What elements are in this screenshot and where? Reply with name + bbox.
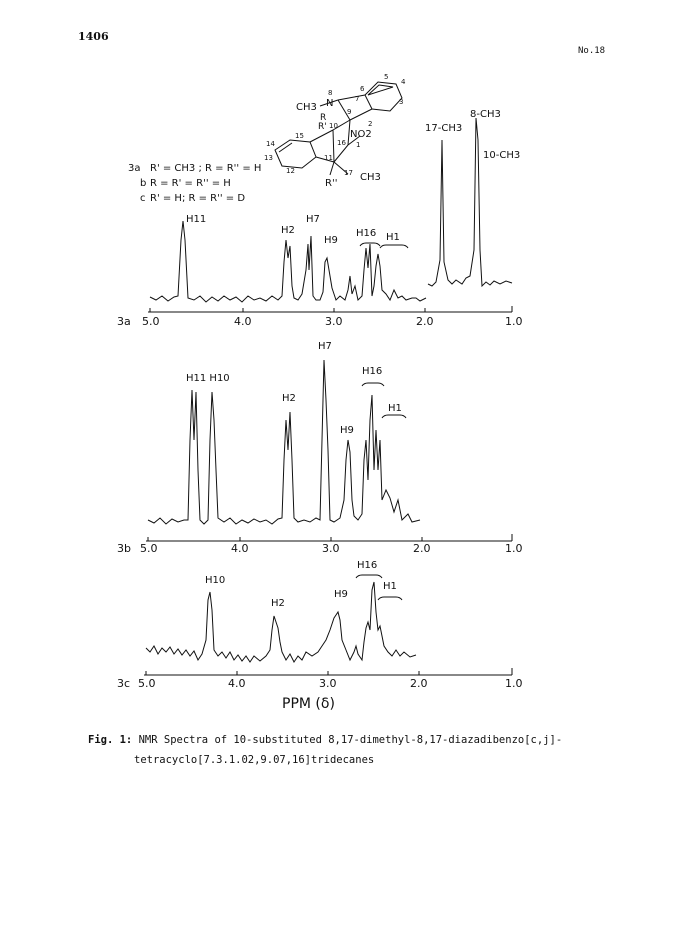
compound-3b-id: b — [140, 178, 147, 189]
bracket-3b-h1 — [382, 415, 406, 418]
spectrum-3a — [117, 109, 523, 328]
atom-label: 5 — [384, 73, 389, 81]
tick-label-3b-2: 2.0 — [413, 542, 431, 555]
peak-label-3b-h11-h10: H11 H10 — [186, 373, 230, 384]
atom-label: 17 — [344, 169, 353, 177]
tick-label-3c-5: 5.0 — [138, 677, 156, 690]
caption-line-2: tetracyclo[7.3.1.02,9.07,16]tridecanes — [134, 754, 375, 766]
peak-label-3a-h1: H1 — [386, 232, 400, 243]
compound-definitions — [128, 163, 261, 204]
tick-label-3c-4: 4.0 — [228, 677, 246, 690]
peak-label-3a-h7: H7 — [306, 214, 320, 225]
atom-label: 16 — [337, 139, 346, 147]
peak-label-3b-h2: H2 — [282, 393, 296, 404]
tick-label-3a-2: 2.0 — [416, 315, 434, 328]
atom-label: NO2 — [350, 129, 372, 140]
atom-label: R'' — [325, 178, 338, 189]
spectrum-id-3b: 3b — [117, 542, 131, 555]
methyl-region-trace-3a — [428, 118, 512, 286]
tick-label-3c-1: 1.0 — [505, 677, 523, 690]
atom-label: 7 — [355, 95, 360, 103]
atom-label: 2 — [368, 120, 373, 128]
compound-3c-id: c — [140, 193, 146, 204]
tick-label-3a-4: 4.0 — [234, 315, 252, 328]
caption-label: Fig. 1: — [88, 734, 133, 746]
atom-label: 11 — [324, 154, 333, 162]
atom-label: 1 — [356, 141, 361, 149]
compound-3a-def: R' = CH3 ; R = R'' = H — [150, 163, 262, 174]
peak-label-3c-h1: H1 — [383, 581, 397, 592]
compound-3c-def: R' = H; R = R'' = D — [150, 193, 246, 204]
tick-label-3c-3: 3.0 — [319, 677, 337, 690]
atom-label: 14 — [266, 140, 275, 148]
methyl-label-8: 8-CH3 — [470, 109, 501, 120]
spectrum-trace-3c — [146, 582, 416, 662]
atom-label: 4 — [401, 78, 406, 86]
figure-caption — [88, 730, 608, 770]
tick-label-3a-5: 5.0 — [142, 315, 160, 328]
compound-3a-id: 3a — [128, 163, 141, 174]
atom-label: 15 — [295, 132, 304, 140]
atom-label: 9 — [347, 108, 352, 116]
spectrum-trace-3b — [148, 360, 420, 524]
atom-label: 10 — [329, 122, 338, 130]
peak-label-3a-h2: H2 — [281, 225, 295, 236]
upper-benzene-ring — [365, 82, 402, 111]
atom-label: R' — [318, 122, 327, 132]
compound-3b-def: R = R' = R'' = H — [150, 178, 231, 189]
peak-label-3b-h1: H1 — [388, 403, 402, 414]
atom-label: CH3 — [360, 172, 381, 183]
tick-label-3b-4: 4.0 — [231, 542, 249, 555]
spectrum-3c — [117, 560, 523, 690]
atom-label: N — [326, 98, 334, 109]
bracket-3c-h1 — [378, 597, 402, 600]
atom-label: R — [320, 113, 327, 123]
spectrum-id-3a: 3a — [117, 315, 131, 328]
peak-label-3a-h16: H16 — [356, 228, 377, 239]
atom-label: 13 — [264, 154, 273, 162]
bracket-3a-h1 — [380, 245, 408, 248]
methyl-label-17: 17-CH3 — [425, 123, 463, 134]
atom-label: 8 — [328, 89, 333, 97]
methyl-label-10: 10-CH3 — [483, 150, 521, 161]
caption-line-1: NMR Spectra of 10-substituted 8,17-dimethyl-8,17-diazadibenzo[c,j]- — [138, 734, 563, 746]
atom-label: 12 — [286, 167, 295, 175]
atom-label: CH3 — [296, 102, 317, 113]
tick-label-3c-2: 2.0 — [410, 677, 428, 690]
page-number: 1406 — [78, 30, 109, 43]
tick-label-3a-1: 1.0 — [505, 315, 523, 328]
peak-label-3c-h9: H9 — [334, 589, 348, 600]
structure-labels — [264, 73, 406, 189]
peak-label-3b-h16: H16 — [362, 366, 383, 377]
bracket-3c-h16 — [356, 575, 382, 578]
peak-label-3b-h9: H9 — [340, 425, 354, 436]
spectrum-3b — [117, 341, 523, 555]
tick-label-3b-5: 5.0 — [140, 542, 158, 555]
tick-label-3b-1: 1.0 — [505, 542, 523, 555]
peak-label-3c-h16: H16 — [357, 560, 378, 571]
spectrum-id-3c: 3c — [117, 677, 131, 690]
lower-benzene-ring — [275, 140, 316, 168]
issue-number: No.18 — [578, 46, 606, 56]
atom-label: 6 — [360, 85, 365, 93]
peak-label-3b-h7: H7 — [318, 341, 332, 352]
tick-label-3a-3: 3.0 — [325, 315, 343, 328]
molecular-structure — [275, 82, 402, 175]
axis-title: PPM (δ) — [282, 696, 335, 712]
peak-label-3a-h9: H9 — [324, 235, 338, 246]
bracket-3b-h16 — [362, 383, 384, 386]
atom-label: 3 — [399, 98, 404, 106]
peak-label-3c-h2: H2 — [271, 598, 285, 609]
tick-label-3b-3: 3.0 — [322, 542, 340, 555]
peak-label-3c-h10: H10 — [205, 575, 226, 586]
peak-label-3a-h11: H11 — [186, 214, 207, 225]
